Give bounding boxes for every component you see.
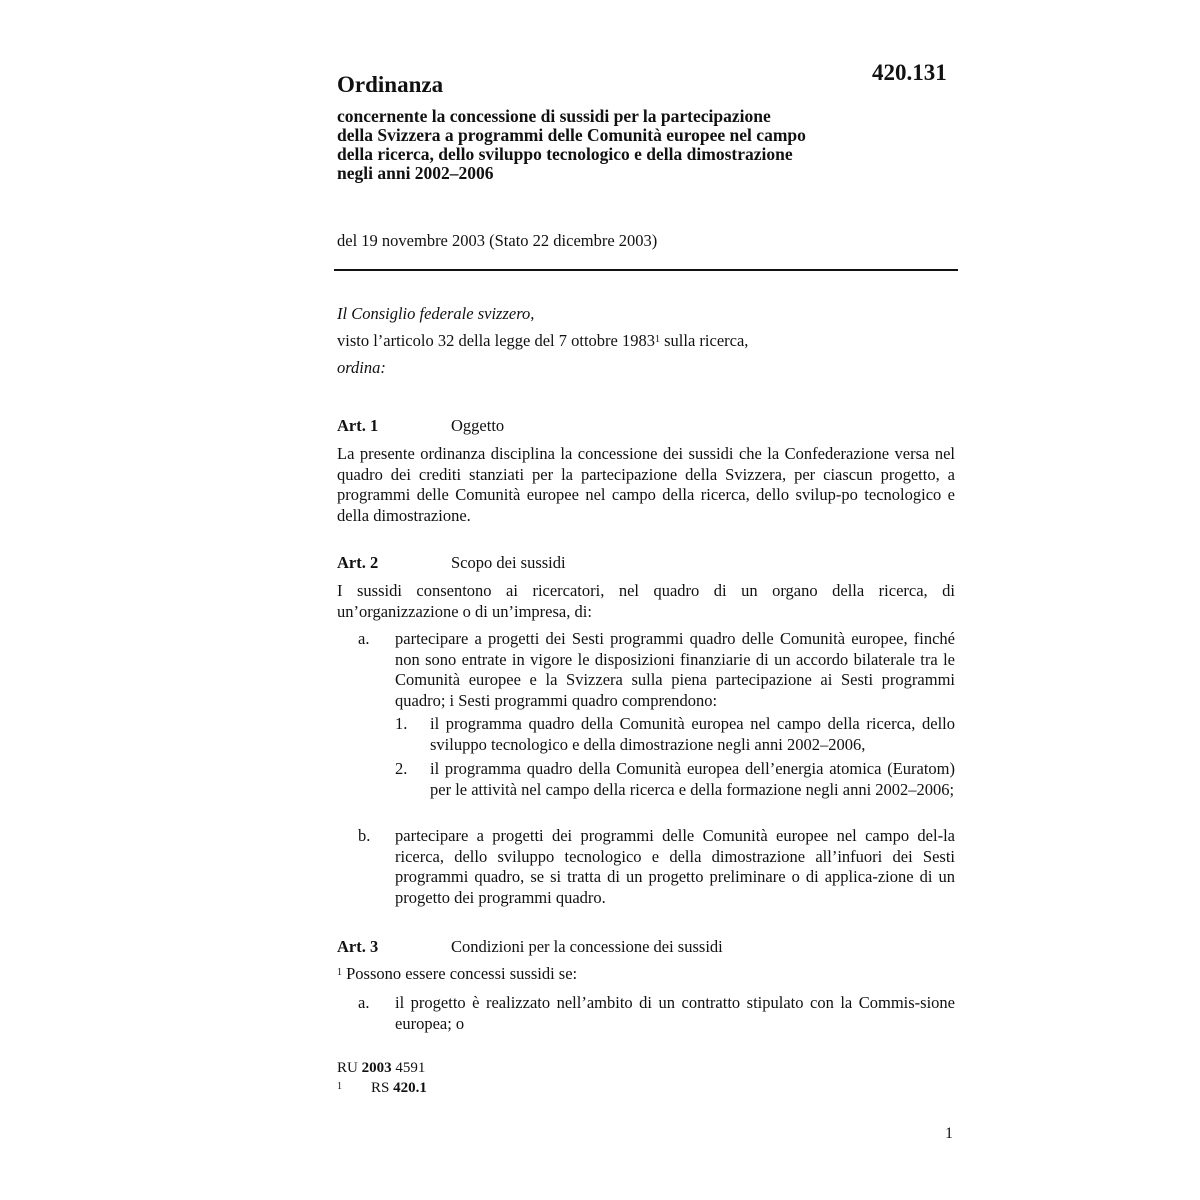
preamble-authority: Il Consiglio federale svizzero, <box>337 304 535 323</box>
footnote-reference[interactable]: 1 <box>655 334 661 345</box>
document-date: del 19 novembre 2003 (Stato 22 dicembre 2003) <box>337 231 658 250</box>
article-label: Art. 3 <box>337 937 379 956</box>
sr-number: 420.131 <box>872 60 947 85</box>
document-title: Ordinanza <box>337 72 444 97</box>
subtitle-line: della ricerca, dello sviluppo tecnologico e della dimostrazione <box>337 144 793 164</box>
article-2-item-a-1: il programma quadro della Comunità europea nel campo della ricerca, dello sviluppo tecnologico e della dimostrazione negli anni 2002–2006, <box>430 714 955 754</box>
footnote-prefix: RS <box>371 1080 394 1096</box>
preamble-basis-text: visto l’articolo 32 della legge del 7 ottobre 1983 <box>337 331 656 350</box>
footnote-ref[interactable]: 420.1 <box>393 1080 427 1096</box>
list-marker: 1. <box>395 714 408 733</box>
article-title: Oggetto <box>451 416 505 435</box>
article-label: Art. 1 <box>337 416 379 435</box>
subtitle-line: negli anni 2002–2006 <box>337 163 494 183</box>
article-3-para-1-text: Possono essere concessi sussidi se: <box>346 964 578 983</box>
preamble <box>337 300 957 381</box>
subtitle-line: della Svizzera a programmi delle Comunità europee nel campo <box>337 125 806 145</box>
article-1-text: La presente ordinanza disciplina la concessione dei sussidi che la Confederazione versa nel quadro dei crediti stanziati per la partecipazione della Svizzera, per ciascun progetto, a programmi delle Comunità europee nel campo della ricerca, dello svilup-po tecnologico e della dimostrazione. <box>337 444 955 525</box>
article-3-heading <box>337 937 723 957</box>
article-title: Scopo dei sussidi <box>451 553 566 572</box>
document-subtitle <box>337 107 937 183</box>
article-3-para-1 <box>337 964 955 985</box>
article-1-heading <box>337 416 504 436</box>
list-marker: 2. <box>395 759 408 778</box>
preamble-basis <box>337 327 957 354</box>
article-2-item-a: partecipare a progetti dei Sesti programmi quadro delle Comunità europee, finché non sono entrate in vigore le disposizioni finanziarie di un accordo bilaterale tra le Comunità europee e la Svizzera sulla piena partecipazione ai Sesti programmi quadro; i Sesti programmi quadro comprendono: <box>395 629 955 710</box>
footnote-text <box>371 1078 427 1098</box>
header-divider <box>334 269 958 271</box>
footnote-1 <box>337 1078 427 1098</box>
subtitle-line: concernente la concessione di sussidi per la partecipazione <box>337 106 771 126</box>
preamble-basis-text: sulla ricerca, <box>660 331 749 350</box>
article-title: Condizioni per la concessione dei sussidi <box>451 937 723 956</box>
paragraph-number: 1 <box>337 967 342 978</box>
ru-year: 2003 <box>361 1060 392 1076</box>
list-marker: a. <box>358 629 370 648</box>
ru-prefix: RU <box>337 1060 362 1076</box>
official-compilation-ref <box>337 1058 425 1078</box>
article-2-item-a-2: il programma quadro della Comunità europea dell’energia atomica (Euratom) per le attività nel campo della ricerca e della formazione negli anni 2002–2006; <box>430 759 955 799</box>
article-2-heading <box>337 553 566 573</box>
footnote-number: 1 <box>337 1081 342 1092</box>
article-2-item-b: partecipare a progetti dei programmi delle Comunità europee nel campo del-la ricerca, dello sviluppo tecnologico e della dimostrazione all’infuori dei Sesti programmi quadro, se si tratta di un progetto preliminare o di applica-zione di un progetto dei programmi quadro. <box>395 826 955 907</box>
list-marker: a. <box>358 993 370 1012</box>
list-marker: b. <box>358 826 371 845</box>
ru-page: 4591 <box>391 1060 426 1076</box>
preamble-decree: ordina: <box>337 358 386 377</box>
article-label: Art. 2 <box>337 553 379 572</box>
page-number: 1 <box>945 1125 953 1142</box>
article-3-item-a: il progetto è realizzato nell’ambito di un contratto stipulato con la Commis-sione europea; o <box>395 993 955 1033</box>
article-2-intro: I sussidi consentono ai ricercatori, nel quadro di un organo della ricerca, di un’organizzazione o di un’impresa, di: <box>337 581 955 621</box>
